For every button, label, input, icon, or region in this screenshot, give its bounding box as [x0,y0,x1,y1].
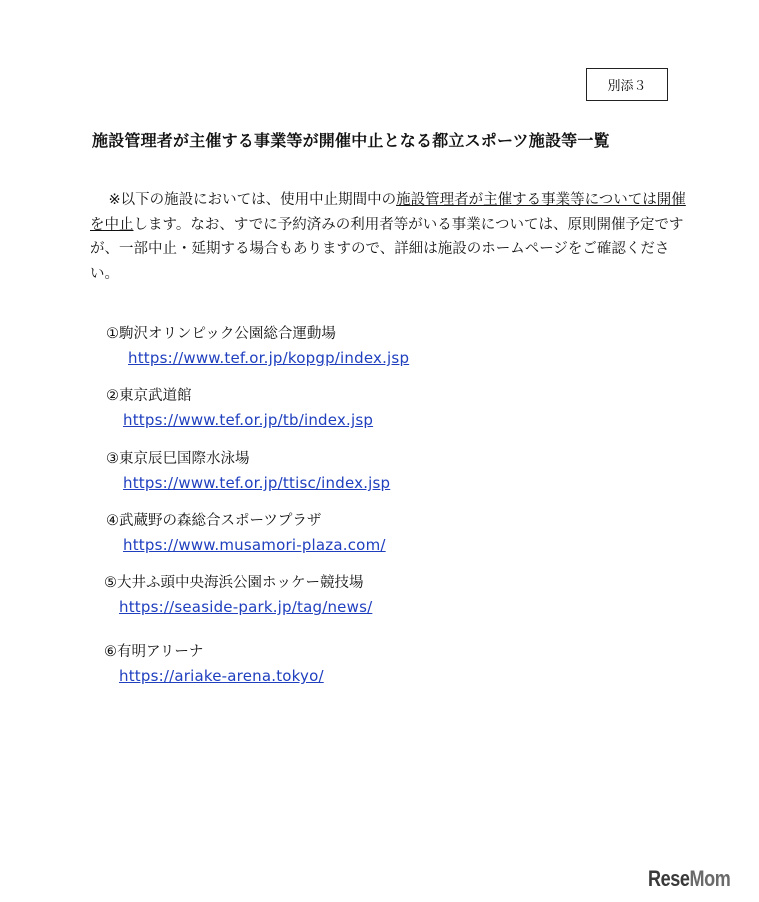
facility-link[interactable]: https://seaside-park.jp/tag/news/ [119,598,373,616]
facility-item-4 [106,511,386,555]
logo-text-b: Mom [689,866,731,891]
facility-name: ③東京辰巳国際水泳場 [106,451,250,467]
notice-underlined-text: 施設管理者が主催する事業等については開催を中止 [90,192,686,233]
notice-paragraph [90,188,686,286]
facility-item-3 [106,449,390,493]
facility-link[interactable]: https://www.tef.or.jp/tb/index.jsp [123,411,374,429]
attachment-label: 別添３ [586,68,668,101]
facility-name: ⑤大井ふ頭中央海浜公園ホッケー競技場 [104,575,364,591]
document-title: 施設管理者が主催する事業等が開催中止となる都立スポーツ施設等一覧 [92,131,610,150]
logo-text-a: Rese [648,866,690,891]
notice-text-1: ※以下の施設においては、使用中止期間中の [108,192,397,208]
facility-name: ②東京武道館 [106,388,192,404]
facility-link[interactable]: https://www.tef.or.jp/kopgp/index.jsp [128,349,410,367]
facility-name: ④武蔵野の森総合スポーツプラザ [106,513,322,529]
resemom-logo [648,866,730,892]
facility-link[interactable]: https://www.tef.or.jp/ttisc/index.jsp [123,474,391,492]
facility-link[interactable]: https://ariake-arena.tokyo/ [119,667,324,685]
facility-item-5 [104,573,372,617]
notice-text-2: します。なお、すでに予約済みの利用者等がいる事業については、原則開催予定ですが、一部中止・延期する場合もありますので、詳細は施設のホームページをご確認ください。 [90,216,684,282]
facility-name: ①駒沢オリンピック公園総合運動場 [106,326,336,342]
facility-link[interactable]: https://www.musamori-plaza.com/ [123,536,386,554]
facility-item-6 [104,642,324,686]
facility-item-2 [106,386,373,430]
facility-item-1 [106,324,409,368]
facility-name: ⑥有明アリーナ [104,644,204,660]
